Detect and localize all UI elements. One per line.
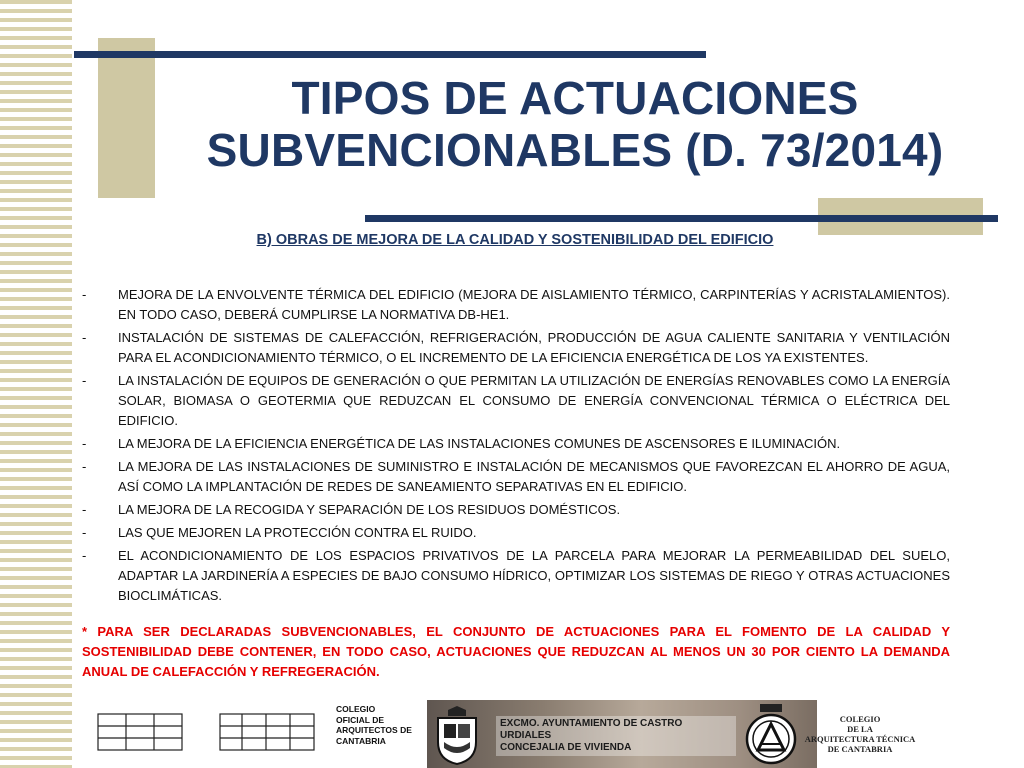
- list-item-text: INSTALACIÓN DE SISTEMAS DE CALEFACCIÓN, REFRIGERACIÓN, PRODUCCIÓN DE AGUA CALIENTE SANITARIA Y VENTILACIÓN PARA EL ACONDICIONAMIENTO TÉRMICO, O EL INCREMENTO DE LA EFICIENCIA ENERGÉTICA DE LOS YA EXISTENTES.: [118, 330, 950, 365]
- slide-title-line-1: TIPOS DE ACTUACIONES: [291, 72, 859, 124]
- list-item: [82, 285, 950, 325]
- bullet-dash: -: [82, 330, 87, 345]
- title-bottom-rule: [365, 215, 998, 222]
- list-item-text: LA MEJORA DE LA RECOGIDA Y SEPARACIÓN DE LOS RESIDUOS DOMÉSTICOS.: [118, 502, 621, 517]
- bullet-dash: -: [82, 525, 87, 540]
- bullet-dash: -: [82, 287, 87, 302]
- bullet-dash: -: [82, 548, 87, 563]
- actions-list: [82, 285, 950, 609]
- slide-title-line-2: SUBVENCIONABLES (D. 73/2014): [206, 124, 944, 176]
- footer-logos: [90, 700, 930, 768]
- castro-urdiales-crest: [430, 704, 484, 766]
- list-item: [82, 546, 950, 606]
- list-item-text: MEJORA DE LA ENVOLVENTE TÉRMICA DEL EDIFICIO (MEJORA DE AISLAMIENTO TÉRMICO, CARPINTERÍAS Y ACRISTALAMIENTOS). EN TODO CASO, DEBERÁ CUMPLIRSE LA NORMATIVA DB-HE1.: [118, 287, 950, 322]
- list-item-text: LA INSTALACIÓN DE EQUIPOS DE GENERACIÓN O QUE PERMITAN LA UTILIZACIÓN DE ENERGÍAS RENOVABLES COMO LA ENERGÍA SOLAR, BIOMASA O GEOTERMIA QUE REDUZCAN EL CONSUMO DE ENERGÍA CONVENCIONAL TÉRMICA O ELÉCTRICA DEL EDIFICIO.: [118, 373, 950, 428]
- list-item: [82, 457, 950, 497]
- list-item: [82, 328, 950, 368]
- list-item: [82, 434, 950, 454]
- section-subtitle: B) OBRAS DE MEJORA DE LA CALIDAD Y SOSTENIBILIDAD DEL EDIFICIO: [256, 232, 774, 248]
- arquitectura-tecnica-emblem: [740, 702, 802, 766]
- concejalia-name: CONCEJALIA DE VIVIENDA: [500, 742, 632, 753]
- title-gold-block: [98, 38, 155, 198]
- list-item: [82, 500, 950, 520]
- decorative-stripe-band: [0, 0, 72, 768]
- ayuntamiento-name: EXCMO. AYUNTAMIENTO DE CASTRO URDIALES: [500, 718, 683, 741]
- coa-cantabria-name: COLEGIO OFICIAL DE ARQUITECTOS DE CANTABRIA: [336, 704, 412, 746]
- slide-title: [160, 72, 990, 176]
- bullet-dash: -: [82, 436, 87, 451]
- bullet-dash: -: [82, 459, 87, 474]
- bullet-dash: -: [82, 373, 87, 388]
- title-top-rule: [74, 51, 706, 58]
- list-item-text: EL ACONDICIONAMIENTO DE LOS ESPACIOS PRIVATIVOS DE LA PARCELA PARA MEJORAR LA PERMEABILIDAD DEL SUELO, ADAPTAR LA JARDINERÍA A ESPECIES DE BAJO CONSUMO HÍDRICO, OPTIMIZAR LOS SISTEMAS DE RIEGO Y OTRAS ACTUACIONES BIOCLIMÁTICAS.: [118, 548, 950, 603]
- list-item-text: LA MEJORA DE LAS INSTALACIONES DE SUMINISTRO E INSTALACIÓN DE MECANISMOS QUE FAVOREZCAN EL AHORRO DE AGUA, ASÍ COMO LA IMPLANTACIÓN DE REDES DE SANEAMIENTO SEPARATIVAS EN EL EDIFICIO.: [118, 459, 950, 494]
- list-item: [82, 371, 950, 431]
- list-item: [82, 523, 950, 543]
- subsidy-requirement-note: * PARA SER DECLARADAS SUBVENCIONABLES, EL CONJUNTO DE ACTUACIONES PARA EL FOMENTO DE LA CALIDAD Y SOSTENIBILIDAD DEBE CONTENER, EN TODO CASO, ACTUACIONES QUE REDUZCAN AL MENOS UN 30 POR CIENTO LA DEMANDA ANUAL DE CALEFACCIÓN Y REFREGERACIÓN.: [82, 624, 950, 679]
- building-plan-logo: [96, 712, 316, 752]
- coatc-cantabria-name: COLEGIO DE LA ARQUITECTURA TÉCNICA DE CANTABRIA: [804, 714, 916, 754]
- bullet-dash: -: [82, 502, 87, 517]
- ayuntamiento-label: [496, 716, 736, 756]
- list-item-text: LA MEJORA DE LA EFICIENCIA ENERGÉTICA DE LAS INSTALACIONES COMUNES DE ASCENSORES E ILUMINACIÓN.: [118, 436, 841, 451]
- list-item-text: LAS QUE MEJOREN LA PROTECCIÓN CONTRA EL RUIDO.: [118, 525, 477, 540]
